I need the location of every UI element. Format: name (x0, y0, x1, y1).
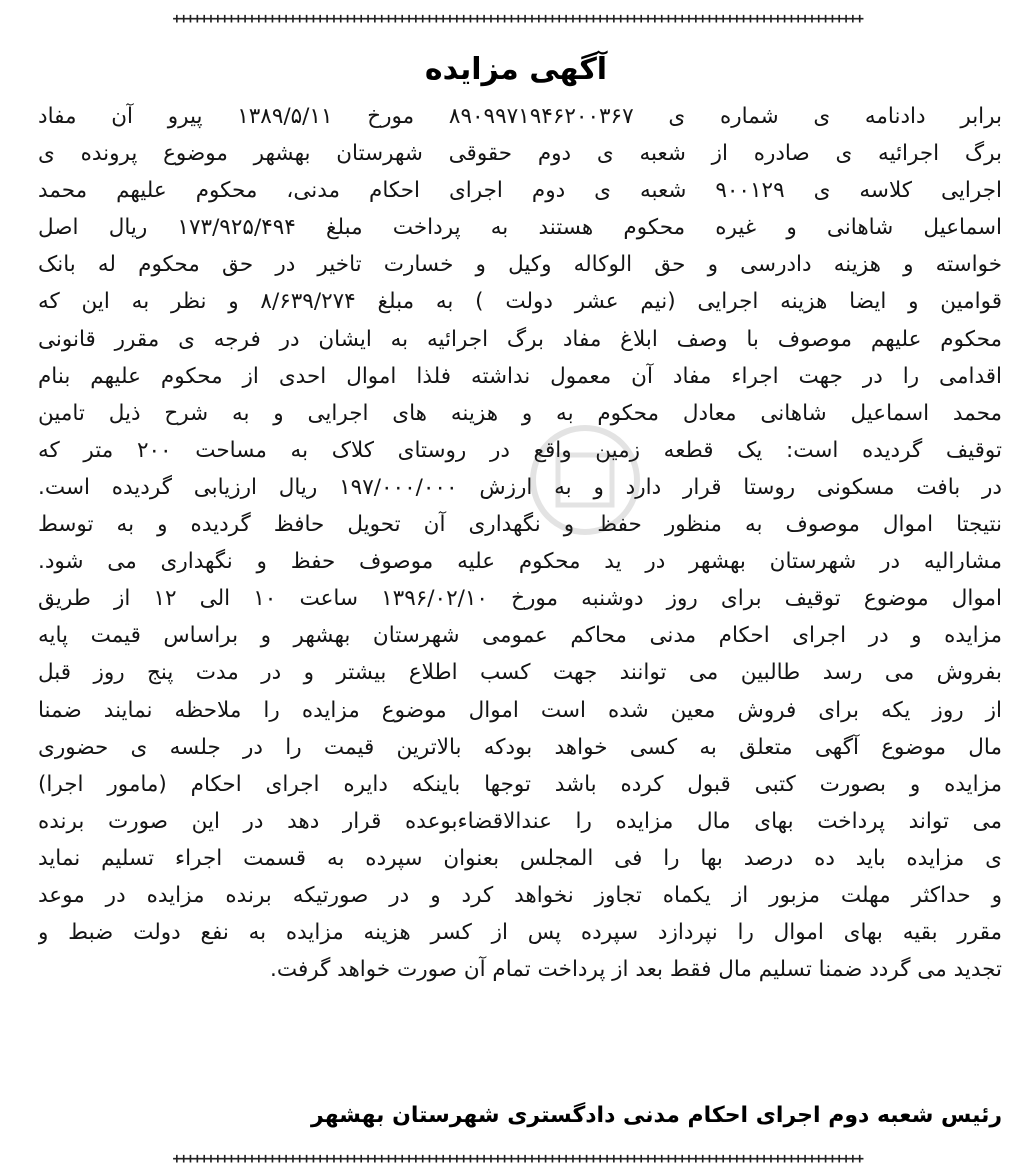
notice-line: مال موضوع آگهی متعلق به کسی خواهد بودکه بالاترین قیمت را در جلسه ی حضوری (38, 734, 1002, 760)
notice-line: اقدامی را در جهت اجراء مفاد آن معمول نداشته فلذا اموال احدی از محکوم علیهم بنام (38, 363, 1002, 389)
notice-line: توقیف گردیده است: یک قطعه زمین واقع در روستای کلاک به مساحت ۲۰۰ متر که (38, 437, 1002, 463)
notice-line: بفروش می رسد طالبین می توانند جهت کسب اطلاع بیشتر و در مدت پنج روز قبل (38, 660, 1002, 686)
notice-signature: رئیس شعبه دوم اجرای احکام مدنی دادگستری شهرستان بهشهر (311, 1103, 1002, 1128)
notice-line: محکوم علیهم موصوف با وصف ابلاغ مفاد برگ اجرائیه به ایشان در فرجه ی مقرر قانونی (38, 326, 1002, 352)
notice-line: از روز یکه برای فروش معین شده است اموال موضوع مزایده را ملاحظه نمایند ضمنا (38, 697, 1002, 723)
notice-line: ی مزایده باید ده درصد بها را فی المجلس بعنوان سپرده به قسمت اجراء تسلیم نماید (38, 845, 1002, 871)
notice-line: اموال موضوع توقیف برای روز دوشنبه مورخ ۱۳۹۶/۰۲/۱۰ ساعت ۱۰ الی ۱۲ از طریق (38, 586, 1002, 612)
notice-line: اجرایی کلاسه ی ۹۰۰۱۲۹ شعبه ی دوم اجرای احکام مدنی، محکوم علیهم محمد (38, 178, 1002, 204)
notice-line: قوامین و ایضا هزینه اجرایی (نیم عشر دولت ) به مبلغ ۸/۶۳۹/۲۷۴ و نظر به این که (38, 289, 1002, 315)
top-plus-border: +++++++++++++++++++++++++++++++++++++++++++++++++++++++++++++++++++++++++++++++++++++++++++++++++++++ (172, 12, 863, 26)
notice-line: نتیجتا اموال موصوف به منظور حفظ و نگهداری آن تحویل حافظ گردیده و به توسط (38, 512, 1002, 538)
watermark-logo (520, 420, 650, 540)
notice-line: خواسته و هزینه دادرسی و حق الوکاله وکیل و خسارت تاخیر در حق محکوم له بانک (38, 252, 1002, 278)
notice-title: آگهی مزایده (424, 52, 608, 87)
notice-line: می تواند پرداخت بهای مال مزایده را عندالاقضاءبوعده قرار دهد در این صورت برنده (38, 808, 1002, 834)
notice-line: اسماعیل شاهانی و غیره محکوم هستند به پرداخت مبلغ ۱۷۳/۹۲۵/۴۹۴ ریال اصل (38, 215, 1002, 241)
notice-line: برگ اجرائیه ی صادره از شعبه ی دوم حقوقی شهرستان بهشهر موضوع پرونده ی (38, 141, 1002, 167)
notice-line: تجدید می گردد ضمنا تسلیم مال فقط بعد از پرداخت تمام آن صورت خواهد گرفت. (270, 957, 1002, 983)
notice-line: در بافت مسکونی روستا قرار دارد و به ارزش ۱۹۷/۰۰۰/۰۰۰ ریال ارزیابی گردیده است. (38, 474, 1002, 500)
notice-line: و حداکثر مهلت مزبور از یکماه تجاوز نخواهد کرد و در صورتیکه برنده مزایده در موعد (38, 882, 1002, 908)
notice-line: مزایده و بصورت کتبی قبول کرده باشد توجها باینکه دایره اجرای احکام (مامور اجرا) (38, 771, 1002, 797)
notice-line: برابر دادنامه ی شماره ی ۸۹۰۹۹۷۱۹۴۶۲۰۰۳۶۷ مورخ ۱۳۸۹/۵/۱۱ پیرو آن مفاد (38, 104, 1002, 129)
notice-line: مشارالیه در شهرستان بهشهر در ید محکوم علیه موصوف حفظ و نگهداری می شود. (38, 549, 1002, 575)
notice-body (38, 98, 1002, 988)
bottom-plus-border: +++++++++++++++++++++++++++++++++++++++++++++++++++++++++++++++++++++++++++++++++++++++++++++++++++++ (172, 1152, 863, 1166)
notice-line: محمد اسماعیل شاهانی معادل محکوم به و هزینه های اجرایی و به شرح ذیل تامین (38, 400, 1002, 426)
notice-line: مزایده و در اجرای احکام مدنی محاکم عمومی شهرستان بهشهر و براساس قیمت پایه (38, 623, 1002, 649)
notice-line: مقرر بقیه بهای اموال را نپردازد سپرده پس از کسر هزینه مزایده به نفع دولت ضبط و (38, 920, 1002, 946)
